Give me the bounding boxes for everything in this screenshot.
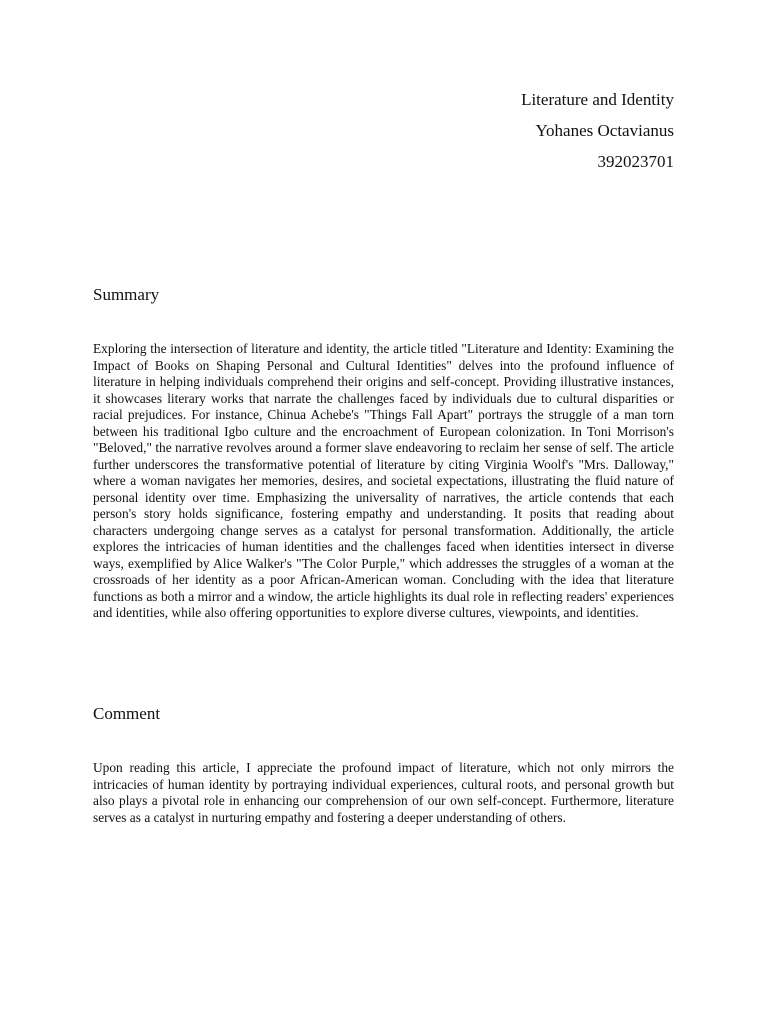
summary-heading: Summary — [93, 285, 160, 304]
document-title: Literature and Identity — [521, 90, 674, 109]
document-header — [521, 84, 674, 177]
comment-paragraph: Upon reading this article, I appreciate the profound impact of literature, which not only mirrors the intricacies of human identity by portraying individual experiences, cultural roots, and personal growth but also plays a pivotal role in enhancing our comprehension of our own self-concept. Furthermore, literature serves as a catalyst in nurturing empathy and fostering a deeper understanding of others. — [93, 760, 674, 825]
summary-paragraph: Exploring the intersection of literature and identity, the article titled "Literature and Identity: Examining the Impact of Books on Shaping Personal and Cultural Identities" delves into the profound influence of literature in helping individuals comprehend their origins and self-concept. Providing illustrative instances, it showcases literary works that narrate the challenges faced by individuals due to cultural disparities or racial prejudices. For instance, Chinua Achebe's "Things Fall Apart" portrays the struggle of a man torn between his traditional Igbo culture and the encroachment of European colonization. In Toni Morrison's "Beloved," the narrative revolves around a former slave endeavoring to reclaim her sense of self. The article further underscores the transformative potential of literature by citing Virginia Woolf's "Mrs. Dalloway," where a woman navigates her memories, desires, and societal expectations, illustrating the fluid nature of personal identity over time. Emphasizing the universality of narratives, the article contends that each person's story holds significance, fostering empathy and understanding. It posits that reading about characters undergoing change serves as a catalyst for personal transformation. Additionally, the article explores the intricacies of human identities and the challenges faced when identities intersect in diverse ways, exemplified by Alice Walker's "The Color Purple," which addresses the struggles of a woman at the crossroads of her identity as a poor African-American woman. Concluding with the idea that literature functions as both a mirror and a window, the article highlights its dual role in reflecting readers' experiences and identities, while also offering opportunities to explore diverse cultures, viewpoints, and identities. — [93, 341, 674, 620]
comment-heading: Comment — [93, 704, 161, 723]
student-id: 392023701 — [597, 152, 674, 171]
author-name: Yohanes Octavianus — [535, 121, 674, 140]
